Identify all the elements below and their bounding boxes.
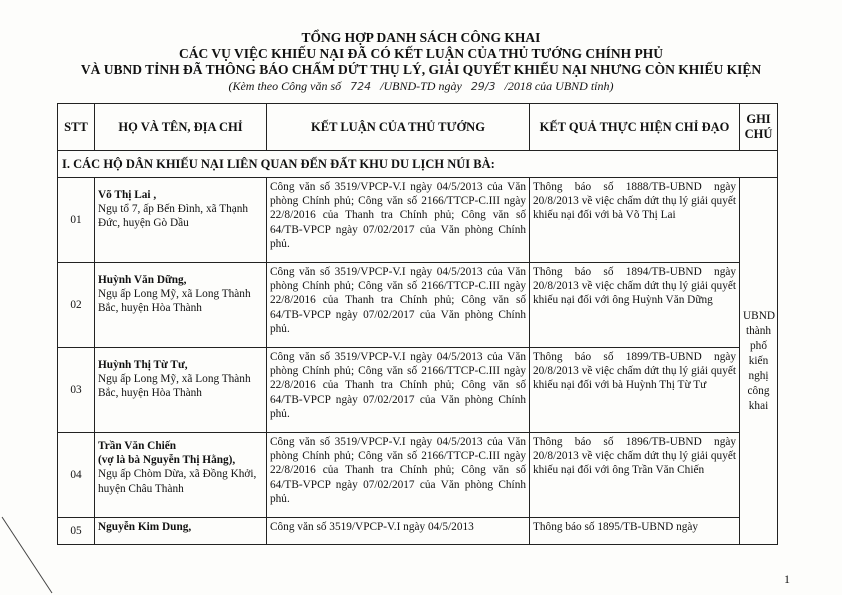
person-name: Huỳnh Văn Dững,: [98, 274, 187, 286]
person-address: Ngụ ấp Long Mỹ, xã Long Thành Bắc, huyện Hòa Thành: [98, 288, 251, 315]
row-result: Thông báo số 1896/TB-UBND ngày 20/8/2013 về việc chấm dứt thụ lý giải quyết khiếu nại đối với ông Trần Văn Chiến: [530, 433, 740, 518]
col-header-note: GHI CHÚ: [740, 104, 778, 151]
person-name: Trần Văn Chiến: [98, 440, 177, 452]
doc-reference: [0, 79, 842, 94]
row-result: Thông báo số 1899/TB-UBND ngày 20/8/2013 về việc chấm dứt thụ lý giải quyết khiếu nại đối với bà Huỳnh Thị Từ Tư: [530, 348, 740, 433]
table-header-row: [58, 104, 778, 151]
col-header-result: KẾT QUẢ THỰC HIỆN CHỈ ĐẠO: [530, 104, 740, 151]
row-stt: 02: [58, 263, 95, 348]
col-header-conclusion: KẾT LUẬN CỦA THỦ TƯỚNG: [267, 104, 530, 151]
row-conclusion: Công văn số 3519/VPCP-V.I ngày 04/5/2013 của Văn phòng Chính phủ; Công văn số 2166/TTCP-C.III ngày 22/8/2016 của Thanh tra Chính phủ; Công văn số 64/TB-VPCP ngày 07/02/2017 của Văn phòng Chính phủ.: [267, 433, 530, 518]
row-conclusion: Công văn số 3519/VPCP-V.I ngày 04/5/2013 của Văn phòng Chính phủ; Công văn số 2166/TTCP-C.III ngày 22/8/2016 của Thanh tra Chính phủ; Công văn số 64/TB-VPCP ngày 07/02/2017 của Văn phòng Chính phủ.: [267, 178, 530, 263]
table-row: [58, 263, 778, 348]
table-row: [58, 518, 778, 545]
ref-suffix: /2018 của UBND tỉnh): [504, 79, 614, 93]
ref-date: 29/3: [470, 80, 496, 93]
person-address: Ngụ tổ 7, ấp Bến Đình, xã Thạnh Đức, huyện Gò Dầu: [98, 203, 249, 230]
person-name: Nguyễn Kim Dung,: [95, 518, 267, 545]
person-spouse: (vợ là bà Nguyễn Thị Hằng),: [98, 454, 236, 467]
row-person: [95, 263, 267, 348]
row-conclusion: Công văn số 3519/VPCP-V.I ngày 04/5/2013 của Văn phòng Chính phủ; Công văn số 2166/TTCP-C.III ngày 22/8/2016 của Thanh tra Chính phủ; Công văn số 64/TB-VPCP ngày 07/02/2017 của Văn phòng Chính phủ.: [267, 263, 530, 348]
complaints-table: [57, 103, 778, 545]
person-name: Võ Thị Lai ,: [98, 189, 157, 201]
row-stt: 03: [58, 348, 95, 433]
doc-title-line-1: TỔNG HỢP DANH SÁCH CÔNG KHAI: [301, 30, 541, 45]
ref-middle: /UBND-TD ngày: [380, 79, 462, 93]
row-result: Thông báo số 1888/TB-UBND ngày 20/8/2013 về việc chấm dứt thụ lý giải quyết khiếu nại đối với bà Võ Thị Lai: [530, 178, 740, 263]
note-cell: UBND thành phố kiến nghị công khai: [740, 178, 778, 545]
row-stt: 04: [58, 433, 95, 518]
section-title: I. CÁC HỘ DÂN KHIẾU NẠI LIÊN QUAN ĐẾN ĐẤT KHU DU LỊCH NÚI BÀ:: [58, 151, 778, 178]
col-header-stt: STT: [58, 104, 95, 151]
person-name: Huỳnh Thị Từ Tư,: [98, 359, 188, 371]
table-row: [58, 348, 778, 433]
page-number: 1: [784, 572, 790, 586]
person-address: Ngụ ấp Chòm Dừa, xã Đồng Khởi, huyện Châu Thành: [98, 468, 257, 495]
col-header-name: HỌ VÀ TÊN, ĐỊA CHỈ: [95, 104, 267, 151]
row-stt: 01: [58, 178, 95, 263]
doc-title-line-2: CÁC VỤ VIỆC KHIẾU NẠI ĐÃ CÓ KẾT LUẬN CỦA THỦ TƯỚNG CHÍNH PHỦ: [179, 46, 663, 61]
row-result: Thông báo số 1895/TB-UBND ngày: [530, 518, 740, 545]
doc-title-line-3: VÀ UBND TỈNH ĐÃ THÔNG BÁO CHẤM DỨT THỤ LÝ, GIẢI QUYẾT KHIẾU NẠI NHƯNG CÒN KHIẾU KIỆN: [80, 62, 762, 77]
row-person: [95, 178, 267, 263]
ref-number: 724: [350, 80, 372, 93]
row-conclusion: Công văn số 3519/VPCP-V.I ngày 04/5/2013: [267, 518, 530, 545]
table-row: [58, 433, 778, 518]
row-conclusion: Công văn số 3519/VPCP-V.I ngày 04/5/2013 của Văn phòng Chính phủ; Công văn số 2166/TTCP-C.III ngày 22/8/2016 của Thanh tra Chính phủ; Công văn số 64/TB-VPCP ngày 07/02/2017 của Văn phòng Chính phủ.: [267, 348, 530, 433]
ref-prefix: (Kèm theo Công văn số: [228, 79, 342, 93]
row-person: [95, 433, 267, 518]
row-result: Thông báo số 1894/TB-UBND ngày 20/8/2013 về việc chấm dứt thụ lý giải quyết khiếu nại đối với ông Huỳnh Văn Dững: [530, 263, 740, 348]
person-address: Ngụ ấp Long Mỹ, xã Long Thành Bắc, huyện Hòa Thành: [98, 373, 251, 400]
scan-edge-mark: [0, 515, 60, 595]
section-row: [58, 151, 778, 178]
table-row: [58, 178, 778, 263]
row-stt: 05: [58, 518, 95, 545]
row-person: [95, 348, 267, 433]
